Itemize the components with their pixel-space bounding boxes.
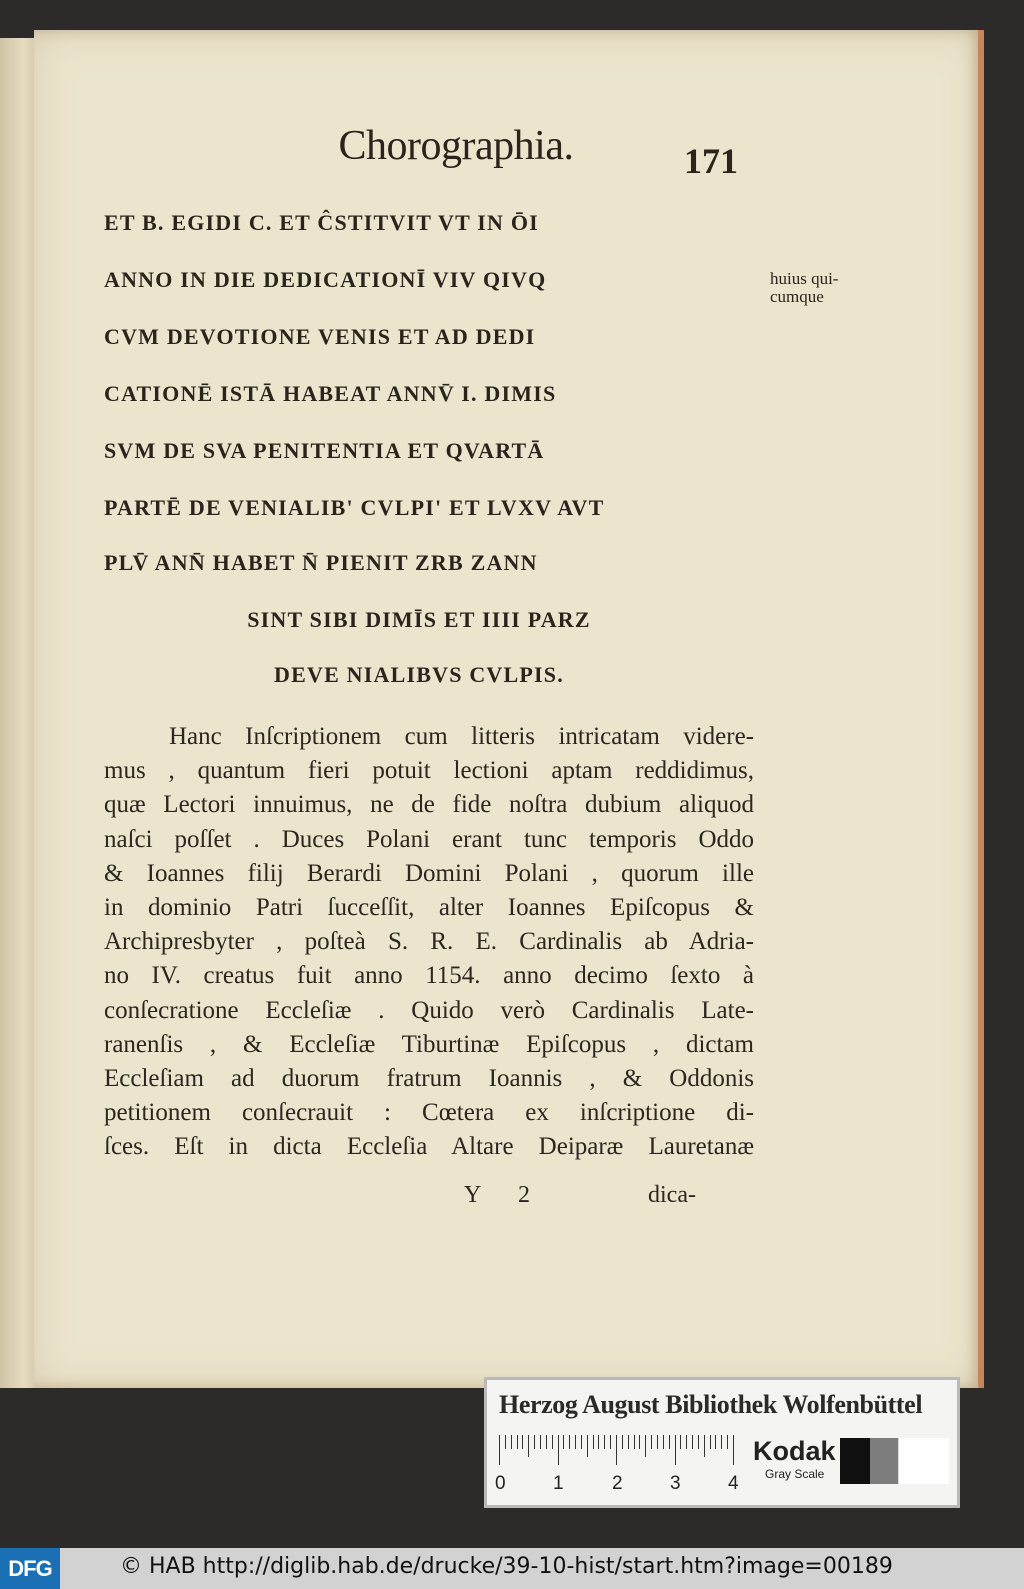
paragraph-line: petitionem conſecrauit : Cœtera ex inſcriptione di- xyxy=(104,1099,754,1127)
ruler-tick xyxy=(715,1435,716,1449)
institution-label: Herzog August Bibliothek Wolfenbüttel xyxy=(499,1390,923,1419)
paragraph-line: Hanc Inſcriptionem cum litteris intricatam videre- xyxy=(169,723,754,750)
running-title: Chorographia. xyxy=(338,123,574,169)
ruler-tick xyxy=(645,1435,646,1457)
inscription-line: SVM DE SVA PENITENTIA ET QVARTĀ xyxy=(104,438,545,463)
inscription-line: CVM DEVOTIONE VENIS ET AD DEDI xyxy=(104,324,536,349)
inscription-line: ANNO IN DIE DEDICATIONĪ VIV QIVQ xyxy=(104,267,547,292)
ruler-tick xyxy=(522,1435,523,1449)
ruler-tick xyxy=(704,1435,705,1457)
ruler-tick xyxy=(710,1435,711,1449)
ruler-tick xyxy=(675,1435,676,1465)
paragraph-line: ranenſis , & Eccleſiæ Tiburtinæ Epiſcopus , dictam xyxy=(104,1030,754,1058)
ruler-tick xyxy=(663,1435,664,1449)
ruler-tick xyxy=(511,1435,512,1449)
ruler-tick xyxy=(598,1435,599,1449)
inscription-line: SINT SIBI DIMĪS ET IIII PARZ xyxy=(247,607,591,632)
ruler-tick xyxy=(517,1435,518,1449)
ruler-tick xyxy=(721,1435,722,1449)
footer-bar xyxy=(0,1548,1024,1589)
ruler-number: 4 xyxy=(728,1473,739,1494)
kodak-logo: Kodak xyxy=(753,1436,836,1466)
paragraph-line: quæ Lectori innuimus, ne de fide noſtra dubium aliquod xyxy=(104,791,754,819)
body-paragraph xyxy=(104,720,754,1165)
dfg-logo: DFG xyxy=(0,1548,60,1589)
inscription-line: PARTĒ DE VENIALIB' CVLPI' ET LVXV AVT xyxy=(104,495,605,520)
ruler-tick xyxy=(651,1435,652,1449)
ruler-tick xyxy=(581,1435,582,1449)
inscription-line: PLV̄ ANN̄ HABET N̄ PIENIT ZRB ZANN xyxy=(104,550,538,575)
ruler-tick xyxy=(680,1435,681,1449)
ruler-tick xyxy=(639,1435,640,1449)
ruler-scale-numbers xyxy=(495,1473,745,1497)
gray-patch xyxy=(870,1438,898,1484)
paragraph-line: naſci poſſet . Duces Polani erant tunc temporis Oddo xyxy=(104,825,754,853)
ruler-tick xyxy=(563,1435,564,1449)
ruler-tick xyxy=(552,1435,553,1449)
page-number: 171 xyxy=(684,141,738,181)
white-patch xyxy=(898,1438,949,1484)
credit-link[interactable]: © HAB http://diglib.hab.de/drucke/39-10-hist/start.htm?image=00189 xyxy=(120,1554,893,1579)
book-page xyxy=(34,30,984,1388)
ruler-tick xyxy=(622,1435,623,1449)
ruler-tick xyxy=(575,1435,576,1449)
paragraph-line: Eccleſiam ad duorum fratrum Ioannis , & Oddonis xyxy=(104,1065,754,1093)
ruler-tick xyxy=(628,1435,629,1449)
ruler-tick xyxy=(587,1435,588,1457)
ruler-tick xyxy=(727,1435,728,1449)
ruler-tick xyxy=(604,1435,605,1449)
paragraph-line: & Ioannes filij Berardi Domini Polani , quorum ille xyxy=(104,859,754,887)
ruler-tick xyxy=(505,1435,506,1449)
margin-note: huius qui-cumque xyxy=(770,269,839,306)
ruler-tick xyxy=(569,1435,570,1449)
gray-scale-label: Gray Scale xyxy=(765,1467,825,1481)
ruler-tick xyxy=(698,1435,699,1449)
inscription-line: DEVE NIALIBVS CVLPIS. xyxy=(274,662,564,687)
ruler-number: 1 xyxy=(553,1473,564,1494)
catchword: dica- xyxy=(648,1182,696,1208)
previous-page-edge xyxy=(0,38,35,1388)
ruler-tick xyxy=(534,1435,535,1449)
color-calibration-card xyxy=(484,1377,960,1508)
paragraph-line: ſces. Eſt in dicta Eccleſia Altare Deiparæ Lauretanæ xyxy=(104,1133,754,1161)
paragraph-line: in dominio Patri ſucceſſit, alter Ioannes Epiſcopus & xyxy=(104,894,754,922)
paragraph-line: Archipresbyter , poſteà S. R. E. Cardinalis ab Adria- xyxy=(104,928,754,956)
paragraph-line: conſecratione Eccleſiæ . Quido verò Cardinalis Late- xyxy=(104,996,754,1024)
ruler-tick xyxy=(610,1435,611,1449)
ruler-number: 2 xyxy=(612,1473,623,1494)
black-patch xyxy=(840,1438,870,1484)
inscription-line: ET B. EGIDI C. ET ĈSTITVIT VT IN ŌI xyxy=(104,210,539,235)
ruler-tick xyxy=(669,1435,670,1449)
ruler-tick xyxy=(634,1435,635,1449)
ruler-tick xyxy=(686,1435,687,1449)
paragraph-line: no IV. creatus fuit anno 1154. anno decimo ſexto à xyxy=(104,962,754,990)
ruler-tick xyxy=(499,1435,500,1465)
paragraph-line: mus , quantum fieri potuit lectioni aptam reddidimus, xyxy=(104,757,754,785)
ruler-tick xyxy=(593,1435,594,1449)
ruler-tick xyxy=(657,1435,658,1449)
ruler-tick xyxy=(692,1435,693,1449)
ruler-tick xyxy=(540,1435,541,1449)
ruler-number: 0 xyxy=(495,1473,506,1494)
ruler-tick xyxy=(546,1435,547,1449)
ruler-tick xyxy=(616,1435,617,1465)
inscription-line: CATIONĒ ISTĀ HABEAT ANNV̄ I. DIMIS xyxy=(104,381,557,406)
ruler-number: 3 xyxy=(670,1473,681,1494)
ruler-tick xyxy=(528,1435,529,1457)
ruler-tick xyxy=(733,1435,734,1465)
ruler-tick xyxy=(558,1435,559,1465)
signature-number: 2 xyxy=(518,1182,530,1208)
measurement-ruler xyxy=(499,1435,739,1467)
signature-mark: Y xyxy=(464,1182,482,1208)
